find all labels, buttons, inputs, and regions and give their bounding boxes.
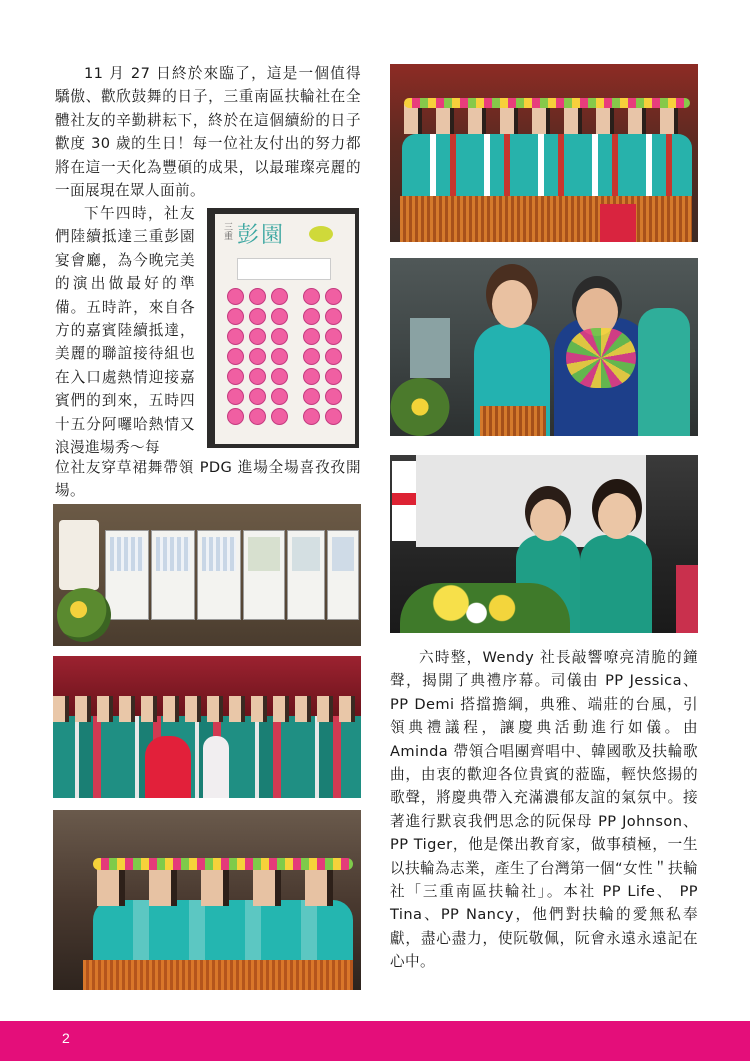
seat-marker [325, 388, 342, 405]
seat-marker [325, 328, 342, 345]
seating-chart-photo [207, 208, 359, 448]
seat-marker [303, 328, 320, 345]
hula-lineup-photo [390, 64, 698, 242]
seat-marker [249, 288, 266, 305]
seat-marker [303, 308, 320, 325]
seating-board-prefix: 三重 [222, 222, 232, 240]
seat-marker [271, 408, 288, 425]
seating-grid [227, 288, 347, 438]
seat-marker [325, 368, 342, 385]
seat-marker [249, 408, 266, 425]
seat-marker [227, 288, 244, 305]
seat-marker [303, 408, 320, 425]
footer-bar [0, 1021, 750, 1061]
seat-marker [303, 288, 320, 305]
seat-marker [227, 408, 244, 425]
seat-marker [303, 388, 320, 405]
seat-marker [271, 328, 288, 345]
seat-marker [271, 388, 288, 405]
paragraph-arrival: 下午四時，社友們陸續抵達三重彭園宴會廳，為今晚完美的演出做最好的準備。五時許，來自各方的嘉賓陸續抵達，美麗的聯誼接待組也在入口處熱情迎接嘉賓們的到來，五時四十五分阿囉哈熱情又浪漫進場秀～每 [55, 205, 195, 457]
flag [392, 461, 416, 541]
seat-marker [271, 308, 288, 325]
paragraph-intro: 11 月 27 日終於來臨了，這是一個值得驕傲、歡欣鼓舞的日子，三重南區扶輪社在全體社友的辛勤耕耘下，終於在這個續紛的日子歡度 30 歲的生日！每一位社友付出的努力都將在這一天化為豐碩的成果，以最璀璨亮麗的一面展現在眾人面前。 [55, 65, 361, 200]
pdg-pair-photo [390, 258, 698, 436]
seat-marker [227, 308, 244, 325]
seat-marker [249, 368, 266, 385]
flower-arrangement [57, 588, 111, 642]
paragraph-arrival-cont: 位社友穿草裙舞帶領 PDG 進場全場喜孜孜開場。 [55, 459, 361, 500]
seat-marker [271, 288, 288, 305]
hanbok-group-photo [53, 656, 361, 798]
exhibition-photo [53, 504, 361, 646]
seat-marker [325, 408, 342, 425]
page-number: 2 [62, 1030, 70, 1046]
seat-marker [227, 368, 244, 385]
seat-marker [249, 388, 266, 405]
seat-marker [325, 288, 342, 305]
hula-group-photo [53, 810, 361, 990]
seat-marker [271, 348, 288, 365]
seat-marker [249, 328, 266, 345]
seat-marker [303, 348, 320, 365]
seat-marker [271, 368, 288, 385]
seating-board-emblem [309, 226, 333, 242]
seat-marker [249, 348, 266, 365]
paragraph-ceremony: 六時整，Wendy 社長敲響嘹亮清脆的鐘聲，揭開了典禮序幕。司儀由 PP Jessica、PP Demi 搭擋擔綱，典雅、端莊的台風，引領典禮議程，讓慶典活動進行如儀。由 Aminda 帶領合唱團齊唱中、韓國歌及扶輪歌曲，由衷的歡迎各位貴賓的蒞臨，輕快悠揚的歌聲，將慶典帶入充滿濃郁友誼的氣氛中。接著進行默哀我們思念的阮保母 PP Johnson、PP Tiger，他是傑出教育家，做事積極，一生以扶輪為志業，產生了台灣第一個“女性＂扶輪社「三重南區扶輪社」。本社 PP Life、 PP Tina、PP Nancy，他們對扶輪的愛無私奉獻，盡心盡力，使阮敬佩，阮會永遠永遠記在心中。 [390, 649, 698, 971]
seat-marker [227, 328, 244, 345]
emcee-photo [390, 455, 698, 633]
seating-board-logo: 彭園 [237, 223, 286, 248]
seat-marker [303, 368, 320, 385]
seat-marker [325, 308, 342, 325]
seat-marker [227, 388, 244, 405]
flowers [390, 378, 450, 436]
flower-display [400, 583, 570, 633]
seating-board-header [237, 258, 331, 280]
poster-stand [59, 520, 99, 590]
seat-marker [249, 308, 266, 325]
seat-marker [325, 348, 342, 365]
seat-marker [227, 348, 244, 365]
